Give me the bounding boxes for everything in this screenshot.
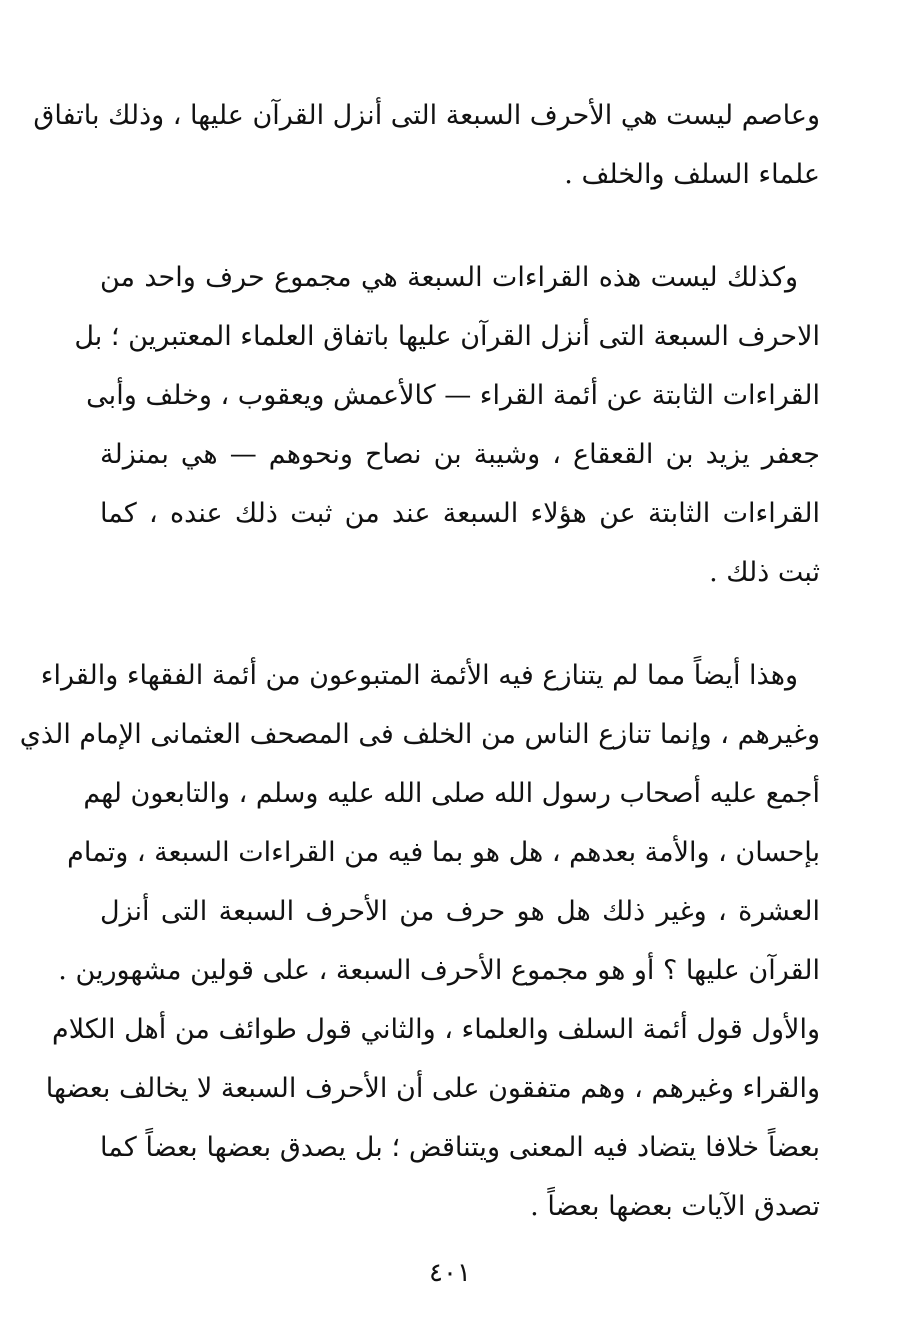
text-line: وهذا أيضاً مما لم يتنازع فيه الأئمة المتبوعون من أئمة الفقهاء والقراء [40, 660, 798, 691]
text-line: القرآن عليها ؟ أو هو مجموع الأحرف السبعة ، على قولين مشهورين . [58, 955, 820, 986]
paragraph-2 [74, 248, 820, 602]
text-line: القراءات الثابتة عن هؤلاء السبعة عند من ثبت ذلك عنده ، كما [100, 498, 820, 529]
text-line: بعضاً خلافا يتضاد فيه المعنى ويتناقض ؛ بل يصدق بعضها بعضاً كما [100, 1132, 820, 1163]
text-line: والقراء وغيرهم ، وهم متفقون على أن الأحرف السبعة لا يخالف بعضها [45, 1073, 820, 1104]
text-line: وغيرهم ، وإنما تنازع الناس من الخلف فى المصحف العثمانى الإمام الذي [19, 719, 820, 750]
paragraph-1 [33, 86, 820, 204]
text-line: وكذلك ليست هذه القراءات السبعة هي مجموع حرف واحد من [100, 262, 798, 293]
text-line: والأول قول أئمة السلف والعلماء ، والثاني قول طوائف من أهل الكلام [52, 1014, 820, 1045]
page-number: ٤٠١ [429, 1258, 471, 1288]
text-line: بإحسان ، والأمة بعدهم ، هل هو بما فيه من القراءات السبعة ، وتمام [67, 837, 820, 868]
text-line: أجمع عليه أصحاب رسول الله صلى الله عليه وسلم ، والتابعون لهم [83, 778, 820, 809]
text-line: الاحرف السبعة التى أنزل القرآن عليها باتفاق العلماء المعتبرين ؛ بل [74, 321, 820, 352]
text-line: جعفر يزيد بن القعقاع ، وشيبة بن نصاح ونحوهم — هي بمنزلة [100, 439, 820, 470]
text-line: وعاصم ليست هي الأحرف السبعة التى أنزل القرآن عليها ، وذلك باتفاق [33, 100, 820, 131]
text-line: ثبت ذلك . [709, 557, 820, 588]
paragraph-3 [19, 646, 820, 1236]
text-line: القراءات الثابتة عن أئمة القراء — كالأعمش ويعقوب ، وخلف وأبى [86, 380, 820, 411]
text-line: تصدق الآيات بعضها بعضاً . [530, 1191, 820, 1222]
text-line: العشرة ، وغير ذلك هل هو حرف من الأحرف السبعة التى أنزل [100, 896, 820, 927]
text-line: علماء السلف والخلف . [564, 159, 820, 190]
